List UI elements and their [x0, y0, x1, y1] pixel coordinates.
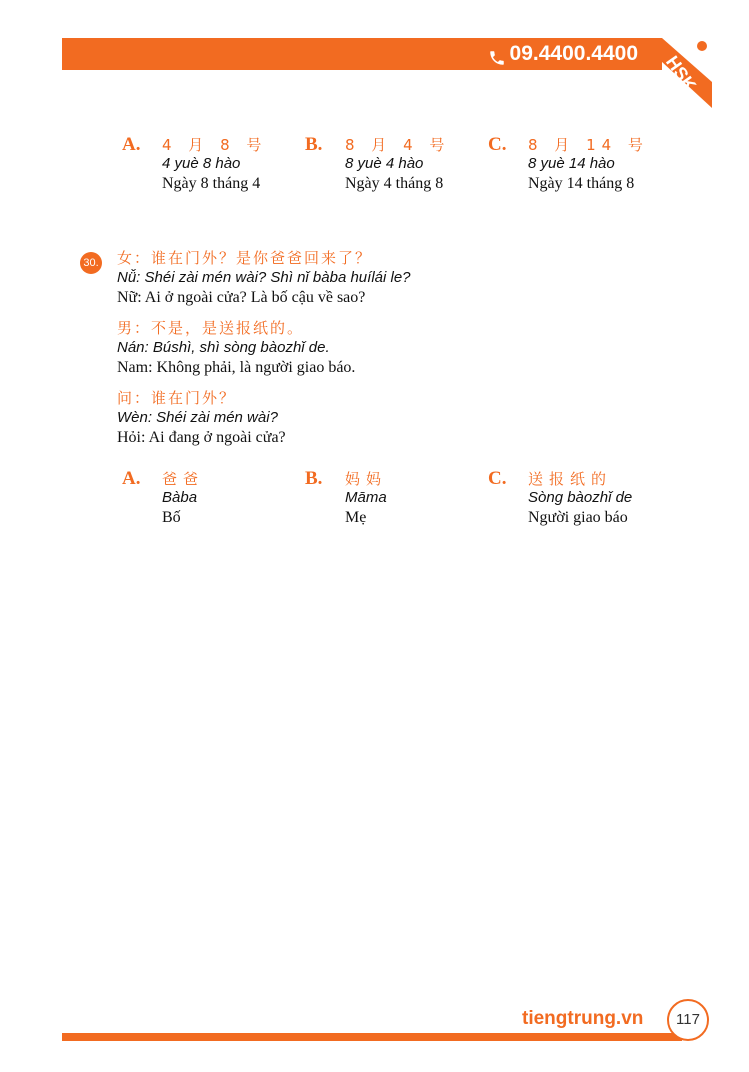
option-vietnamese: Ngày 14 tháng 8: [528, 175, 635, 192]
option-letter: C.: [488, 468, 507, 489]
option-letter: A.: [122, 134, 141, 155]
option-letter: A.: [122, 468, 141, 489]
hsk-corner-tag: [636, 38, 712, 108]
question-number-badge: 30.: [80, 252, 102, 274]
dialogue-vietnamese: Nữ: Ai ở ngoài cửa? Là bố cậu về sao?: [117, 289, 366, 306]
option-pinyin: Sòng bàozhǐ de: [528, 489, 633, 506]
dialogue-pinyin: Nǚ: Shéi zài mén wài? Shì nǐ bàba huílái le?: [117, 269, 411, 286]
option-pinyin: 8 yuè 14 hào: [528, 155, 615, 172]
option-pinyin: Māma: [345, 489, 387, 506]
header-phone: [488, 38, 638, 70]
dialogue-hanzi: 问：谁在门外？: [117, 389, 237, 407]
option-hanzi: 4 月 8 号: [162, 136, 268, 154]
dialogue-hanzi: 女：谁在门外？是你爸爸回来了？: [117, 249, 373, 267]
phone-number: 09.4400.4400: [509, 42, 638, 65]
option-pinyin: 8 yuè 4 hào: [345, 155, 424, 172]
phone-icon: [488, 45, 506, 63]
option-hanzi: 爸爸: [162, 470, 205, 488]
dialogue-pinyin: Nán: Búshì, shì sòng bàozhǐ de.: [117, 339, 330, 356]
dialogue-vietnamese: Hỏi: Ai đang ở ngoài cửa?: [117, 429, 286, 446]
option-vietnamese: Mẹ: [345, 509, 367, 526]
footer-site-link[interactable]: tiengtrung.vn: [522, 1008, 644, 1029]
option-letter: C.: [488, 134, 507, 155]
dialogue-hanzi: 男：不是，是送报纸的。: [117, 319, 305, 337]
option-hanzi: 8 月 4 号: [345, 136, 451, 154]
option-hanzi: 妈妈: [345, 470, 388, 488]
option-pinyin: Bàba: [162, 489, 198, 506]
option-vietnamese: Ngày 4 tháng 8: [345, 175, 444, 192]
dialogue-pinyin: Wèn: Shéi zài mén wài?: [117, 409, 278, 426]
footer-bar: [62, 1033, 682, 1041]
option-pinyin: 4 yuè 8 hào: [162, 155, 241, 172]
dialogue-vietnamese: Nam: Không phải, là người giao báo.: [117, 359, 356, 376]
option-hanzi: 8 月 14 号: [528, 136, 649, 154]
option-vietnamese: Bố: [162, 509, 181, 526]
option-letter: B.: [305, 468, 323, 489]
option-vietnamese: Người giao báo: [528, 509, 628, 526]
option-letter: B.: [305, 134, 323, 155]
hsk-tag-text: HSK: [661, 52, 701, 95]
option-hanzi: 送报纸的: [528, 470, 613, 488]
header-bar: [62, 38, 662, 70]
page-number: 117: [667, 999, 709, 1041]
option-vietnamese: Ngày 8 tháng 4: [162, 175, 261, 192]
